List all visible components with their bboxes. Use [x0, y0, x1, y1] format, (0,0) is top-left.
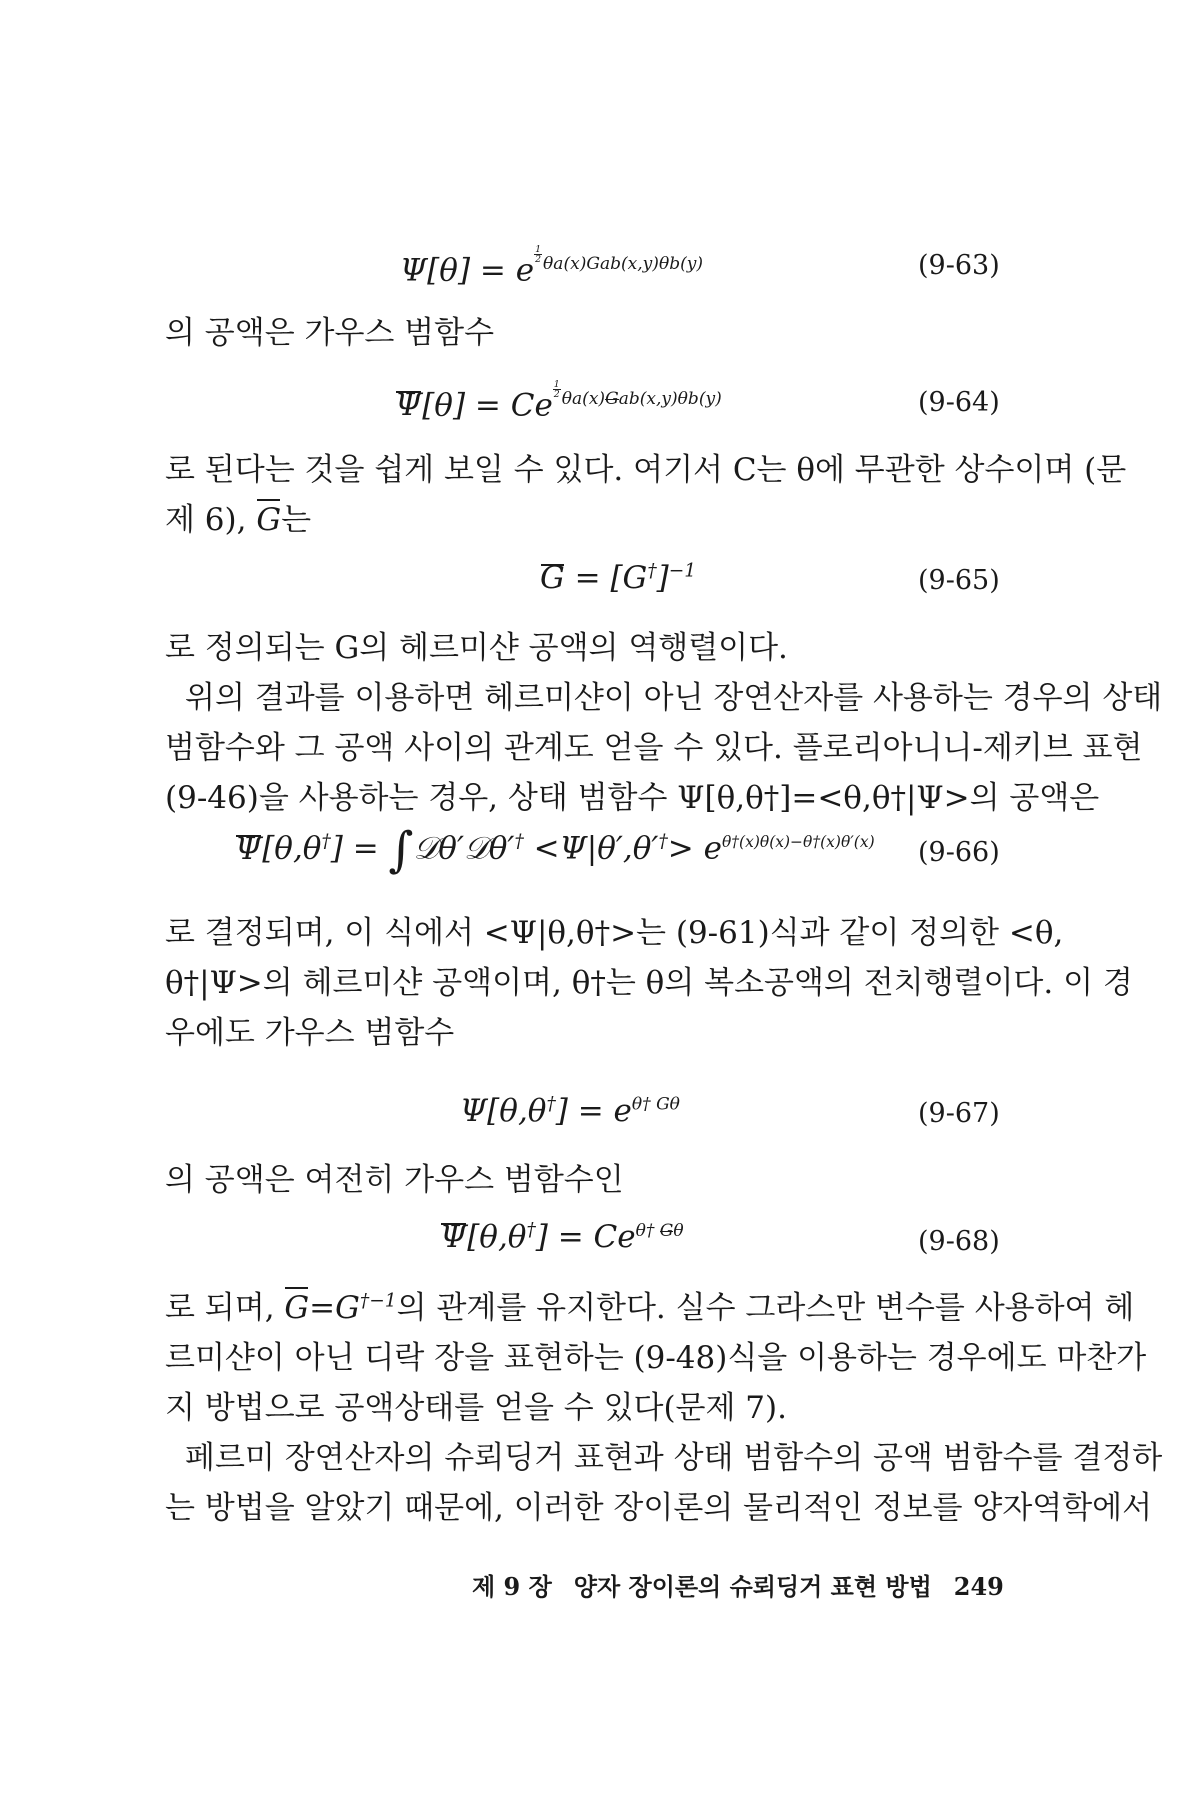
- text-line: (9-46)을 사용하는 경우, 상태 범함수 Ψ[θ,θ†]=<θ,θ†|Ψ>의 공액은: [165, 780, 1100, 816]
- equation-number: (9-65): [918, 565, 1000, 596]
- equation-9-66: Ψ[θ,θ†] = ∫𝒟θ′𝒟θ′† $<\Psi|\theta',\theta'^\dagger> e^{\theta\dagger(x)\theta(x)-\theta\dagger(x)\theta'(x)}$: [235, 822, 875, 878]
- equation-9-64: Ψ[θ] = Ce $^{\frac{1}{2} \theta a(x)Gab(x,y)\theta b(y)}$: [395, 379, 722, 424]
- equation-number: (9-67): [918, 1098, 1000, 1129]
- text-fragment: 는: [281, 502, 312, 538]
- paragraph: [165, 1155, 1015, 1205]
- equation-9-65: $G = [G^\dagger]^{-1}$: [540, 560, 697, 596]
- text-line: 우에도 가우스 범함수: [165, 1015, 455, 1051]
- text-fragment: 의 관계를 유지한다. 실수 그라스만 변수를 사용하여 헤: [396, 1290, 1135, 1326]
- paragraph: [165, 308, 1015, 358]
- text-line: 지 방법으로 공액상태를 얻을 수 있다(문제 7).: [165, 1390, 787, 1426]
- paragraph: [165, 673, 1163, 823]
- text-line: θ†|Ψ>의 헤르미샨 공액이며, θ†는 θ의 복소공액의 전치행렬이다. 이 경: [165, 965, 1133, 1001]
- footer-chapter: 제 9 장: [472, 1572, 552, 1601]
- text-line: 의 공액은 여전히 가우스 범함수인: [165, 1162, 624, 1198]
- page-footer: [472, 1567, 1004, 1602]
- text-line: 르미샨이 아닌 디락 장을 표현하는 (9-48)식을 이용하는 경우에도 마찬가: [165, 1340, 1147, 1376]
- equation-9-63: Ψ[θ] = e $^{\frac{1}{2} \theta a(x)Gab(x,y)\theta b(y)}$: [400, 244, 704, 289]
- paragraph: [165, 1433, 1163, 1533]
- paragraph: [165, 445, 1127, 545]
- equation-number: (9-63): [918, 250, 1000, 281]
- text-line: 위의 결과를 이용하면 헤르미샨이 아닌 장연산자를 사용하는 경우의 상태: [185, 680, 1163, 716]
- equation-number: (9-64): [918, 387, 1000, 418]
- footer-title: 양자 장이론의 슈뢰딩거 표현 방법: [573, 1572, 932, 1601]
- text-line: 페르미 장연산자의 슈뢰딩거 표현과 상태 범함수의 공액 범함수를 결정하: [185, 1440, 1163, 1476]
- page-number: 249: [953, 1572, 1004, 1601]
- text-fragment: 로 되며,: [165, 1290, 275, 1326]
- text-line: 제 6), G는: [165, 495, 1015, 545]
- equation-number: (9-66): [918, 837, 1000, 868]
- equation-9-68: $\Psi[\theta,\theta^\dagger] = Ce^{\theta\dagger G\theta}$: [440, 1219, 684, 1255]
- paragraph: [165, 623, 1015, 673]
- paragraph: [165, 1283, 1147, 1433]
- text-line: 는 방법을 알았기 때문에, 이러한 장이론의 물리적인 정보를 양자역학에서: [165, 1490, 1153, 1526]
- equation-9-67: $\Psi[\theta,\theta^\dagger] = e^{\theta\dagger G\theta}$: [460, 1093, 680, 1129]
- text-line: 범함수와 그 공액 사이의 관계도 얻을 수 있다. 플로리아니니-제키브 표현: [165, 730, 1143, 766]
- text-line: 로 정의되는 G의 헤르미샨 공액의 역행렬이다.: [165, 630, 788, 666]
- text-line: 로 결정되며, 이 식에서 <Ψ|θ,θ†>는 (9-61)식과 같이 정의한 <θ,: [165, 915, 1064, 951]
- equation-number: (9-68): [918, 1226, 1000, 1257]
- paragraph: [165, 908, 1133, 1058]
- text-line: 로 되며, $G=G^{\dagger-1}$의 관계를 유지한다. 실수 그라스만 변수를 사용하여 헤: [165, 1283, 1015, 1333]
- text-line: 의 공액은 가우스 범함수: [165, 315, 495, 351]
- text-fragment: 제 6),: [165, 502, 247, 538]
- text-line: 로 된다는 것을 쉽게 보일 수 있다. 여기서 C는 θ에 무관한 상수이며 (문: [165, 452, 1127, 488]
